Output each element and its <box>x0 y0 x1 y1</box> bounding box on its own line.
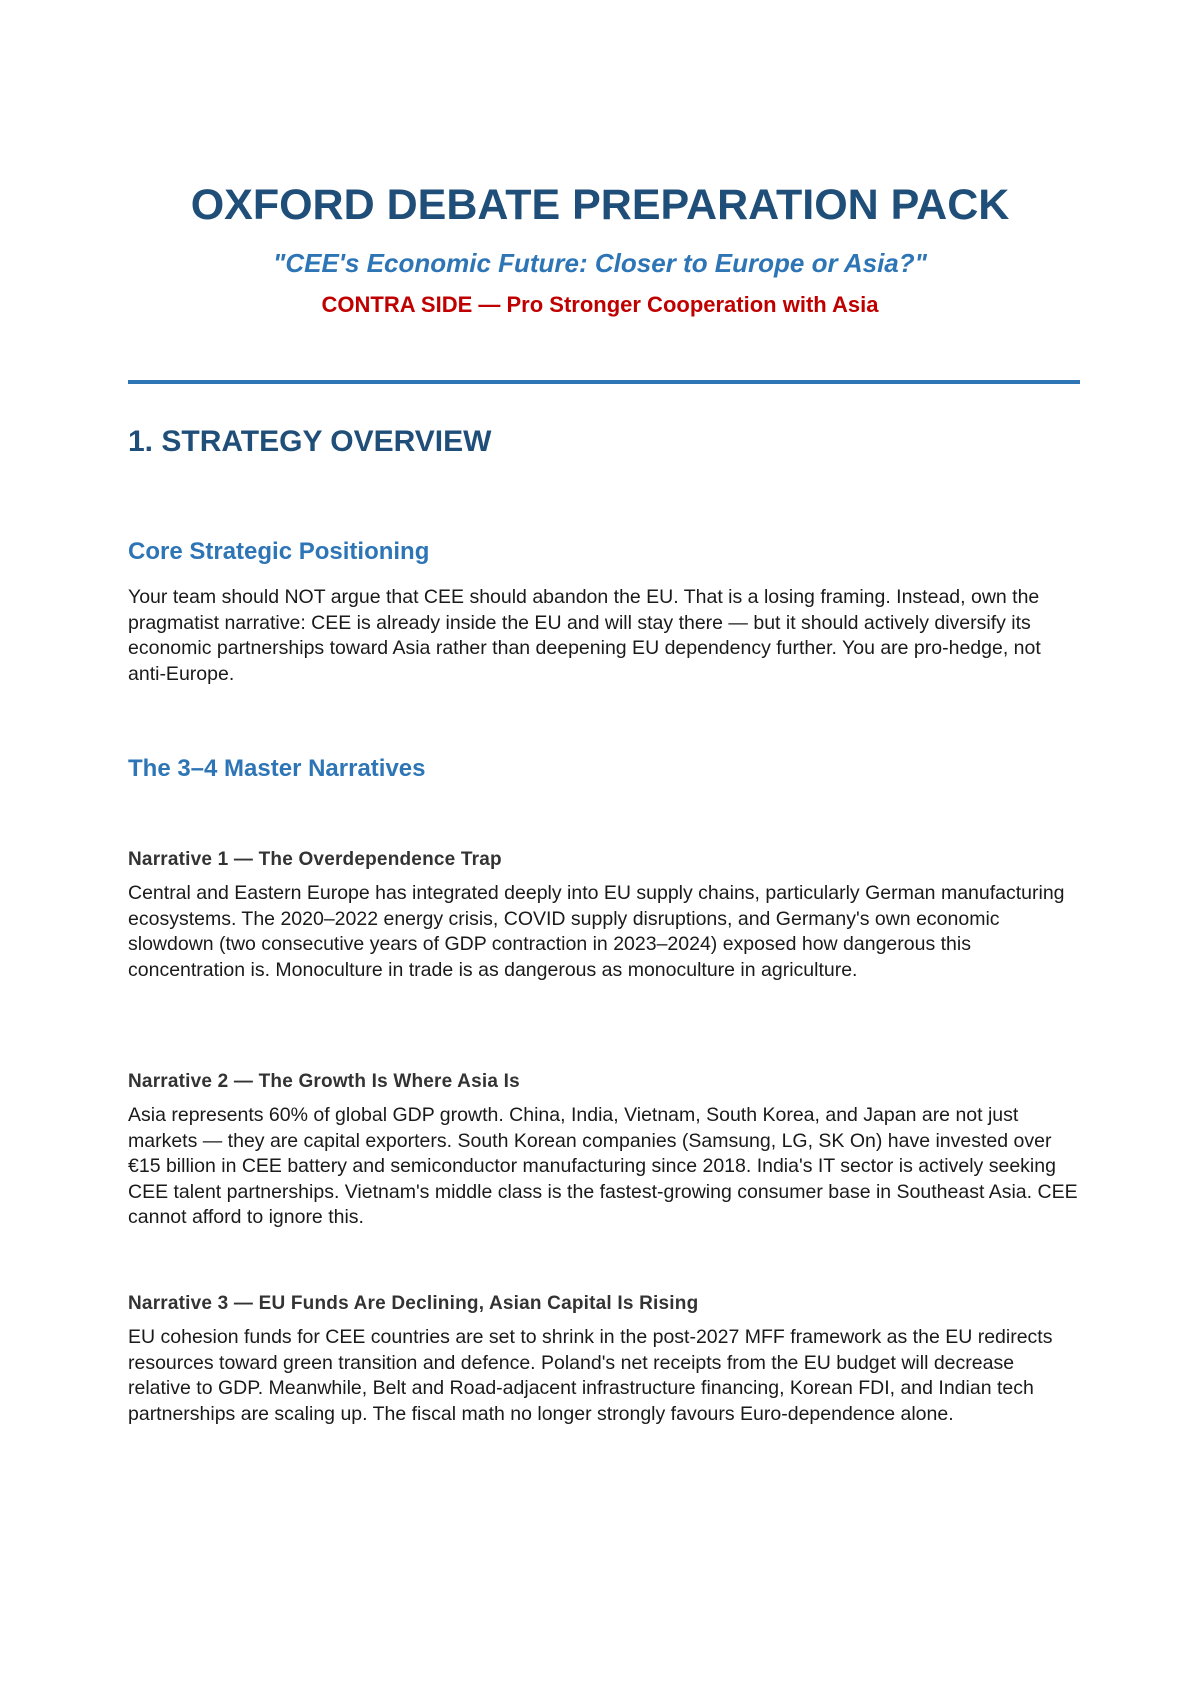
section-heading: 1. STRATEGY OVERVIEW <box>128 425 492 458</box>
debate-motion: "CEE's Economic Future: Closer to Europe or Asia?" <box>273 248 927 278</box>
debate-side-label: CONTRA SIDE — Pro Stronger Cooperation with Asia <box>321 292 879 317</box>
narrative-3-body: EU cohesion funds for CEE countries are set to shrink in the post-2027 MFF framework as the EU redirects resources toward green transition and defence. Poland's net receipts from the EU budget will decrease relative to GDP. Meanwhile, Belt and Road-adjacent infrastructure financing, Korean FDI, and Indian tech partnerships are scaling up. The fiscal math no longer strongly favours Euro-dependence alone. <box>128 1326 1053 1425</box>
subsection-heading-core: Core Strategic Positioning <box>128 538 430 565</box>
core-positioning-paragraph: Your team should NOT argue that CEE should abandon the EU. That is a losing framing. Instead, own the pragmatist narrative: CEE is already inside the EU and will stay there — but it should actively diversify its economic partnerships toward Asia rather than deepening EU dependency further. You are pro-hedge, not anti-Europe. <box>128 586 1041 685</box>
horizontal-divider <box>128 380 1080 384</box>
document-title: OXFORD DEBATE PREPARATION PACK <box>190 181 1010 229</box>
narrative-2-title: Narrative 2 — The Growth Is Where Asia Is <box>128 1071 520 1092</box>
subsection-heading-narratives: The 3–4 Master Narratives <box>128 755 426 782</box>
narrative-3-title: Narrative 3 — EU Funds Are Declining, Asian Capital Is Rising <box>128 1293 699 1314</box>
narrative-1-body: Central and Eastern Europe has integrated deeply into EU supply chains, particularly German manufacturing ecosystems. The 2020–2022 energy crisis, COVID supply disruptions, and Germany's own economic slowdown (two consecutive years of GDP contraction in 2023–2024) exposed how dangerous this concentration is. Monoculture in trade is as dangerous as monoculture in agriculture. <box>128 882 1065 981</box>
narrative-1-title: Narrative 1 — The Overdependence Trap <box>128 849 502 870</box>
narrative-2-body: Asia represents 60% of global GDP growth. China, India, Vietnam, South Korea, and Japan are not just markets — they are capital exporters. South Korean companies (Samsung, LG, SK On) have invested over €15 billion in CEE battery and semiconductor manufacturing since 2018. India's IT sector is actively seeking CEE talent partnerships. Vietnam's middle class is the fastest-growing consumer base in Southeast Asia. CEE cannot afford to ignore this. <box>128 1104 1078 1228</box>
